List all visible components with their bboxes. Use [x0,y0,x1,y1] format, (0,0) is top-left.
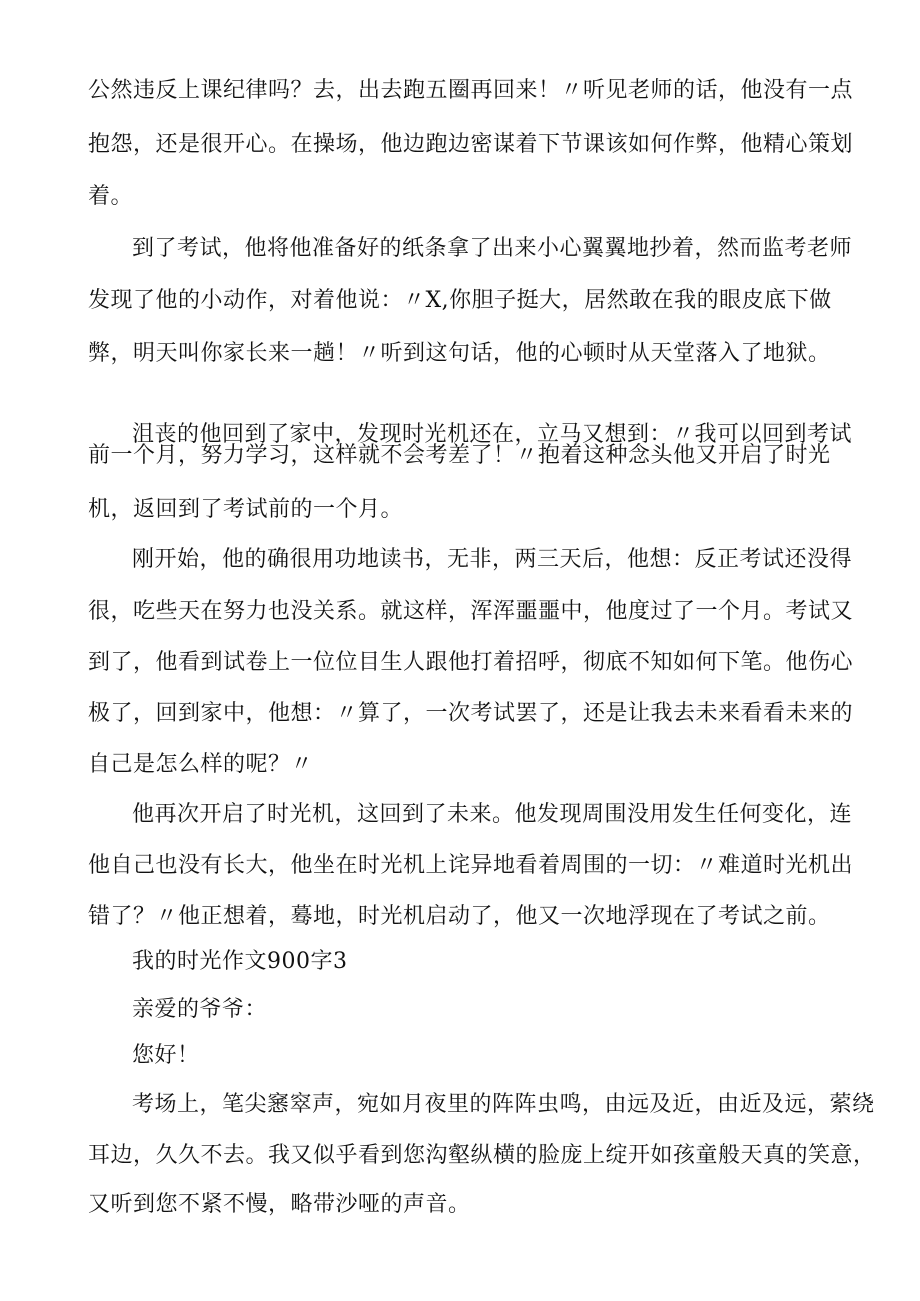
text-line: 机，返回到了考试前的一个月。 [88,497,404,522]
text-line: 发现了他的小动作，对着他说：〃X,你胆子挺大，居然敢在我的眼皮底下做 [88,288,832,313]
text-line: 耳边，久久不去。我又似乎看到您沟壑纵横的脸庞上绽开如孩童般天真的笑意， [88,1143,876,1168]
text-line: 又听到您不紧不慢，略带沙哑的声音。 [88,1192,471,1217]
text-line: 很，吃些天在努力也没关系。就这样，浑浑噩噩中，他度过了一个月。考试又 [88,599,854,624]
text-line: 刚开始，他的确很用功地读书，无非，两三天后，他想：反正考试还没得 [132,547,853,572]
text-line: 到了，他看到试卷上一位位目生人跟他打着招呼，彻底不知如何下笔。他伤心 [88,650,854,675]
greeting: 您好！ [132,1043,200,1068]
text-line: 抱怨，还是很开心。在操场，他边跑边密谋着下节课该如何作弊，他精心策划 [88,132,854,157]
salutation: 亲爱的爷爷： [132,997,268,1022]
text-line: 公然违反上课纪律吗？去，出去跑五圈再回来！〃听见老师的话，他没有一点 [88,78,854,103]
text-line: 他自己也没有长大，他坐在时光机上诧异地看着周围的一切：〃难道时光机出 [88,853,854,878]
text-line: 前一个月，努力学习，这样就不会考差了！〃抱着这种念头他又开启了时光 [88,443,831,468]
section-heading: 我的时光作文900字3 [132,949,348,974]
text-line: 弊，明天叫你家长来一趟！〃听到这句话，他的心顿时从天堂落入了地狱。 [88,341,831,366]
text-line: 考场上，笔尖窸窣声，宛如月夜里的阵阵虫鸣，由远及近，由近及远，萦绕 [132,1092,875,1117]
text-line: 极了，回到家中，他想：〃算了，一次考试罢了，还是让我去未来看看未来的 [88,701,854,726]
text-line: 错了？〃他正想着，蓦地，时光机启动了，他又一次地浮现在了考试之前。 [88,904,831,929]
text-line: 着。 [88,184,134,209]
text-line: 自己是怎么样的呢？〃 [88,752,314,777]
text-line: 到了考试，他将他准备好的纸条拿了出来小心翼翼地抄着，然而监考老师 [132,236,853,261]
text-line: 沮丧的他回到了家中，发现时光机还在，立马又想到：〃我可以回到考试 [132,422,853,447]
text-line: 他再次开启了时光机，这回到了未来。他发现周围没用发生任何变化，连 [132,802,853,827]
